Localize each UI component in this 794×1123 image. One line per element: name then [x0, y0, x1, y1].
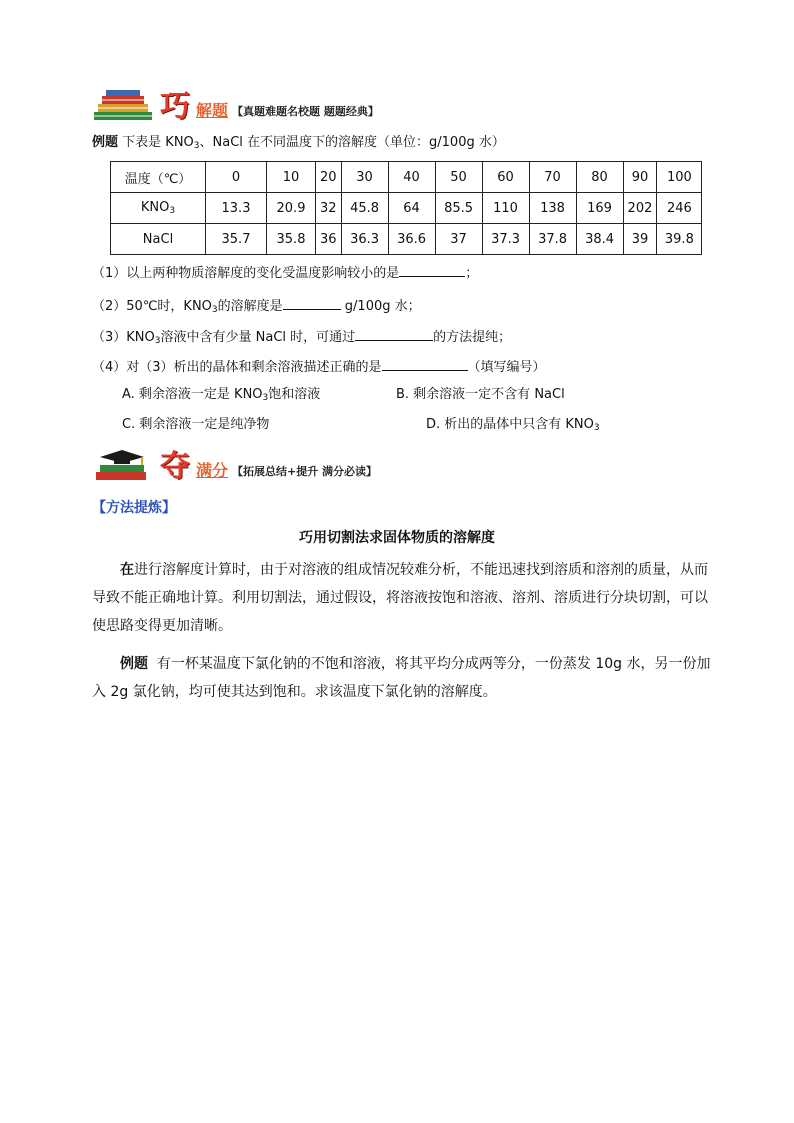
kno3-cell: 138	[529, 193, 576, 224]
temp-cell: 30	[341, 162, 388, 193]
kno3-cell: 64	[388, 193, 435, 224]
answer-blank	[355, 326, 433, 341]
question-1: （1）以上两种物质溶解度的变化受温度影响较小的是 ；	[92, 262, 478, 283]
banner-big-char: 巧	[160, 89, 190, 124]
temp-cell: 90	[623, 162, 657, 193]
solubility-table	[110, 161, 702, 255]
question-2: （2）50℃时，$KNO_3$的溶解度是 g/100g 水；	[92, 295, 421, 319]
nacl-cell: 37.3	[482, 224, 529, 255]
temp-cell: 0	[206, 162, 267, 193]
temp-cell: 60	[482, 162, 529, 193]
temp-cell: 50	[435, 162, 482, 193]
kno3-cell: 202	[623, 193, 657, 224]
kno3-cell: 246	[657, 193, 702, 224]
option-c: C. 剩余溶液一定是纯净物	[122, 417, 270, 432]
kno3-cell: 20.9	[267, 193, 316, 224]
books-logo-icon	[92, 88, 156, 122]
nacl-cell: 39	[623, 224, 657, 255]
kno3-cell: 169	[576, 193, 623, 224]
temp-cell: 80	[576, 162, 623, 193]
option-a: A. 剩余溶液一定是 $KNO_3$饱和溶液	[122, 387, 321, 403]
table-row	[111, 193, 702, 224]
kno3-cell: 45.8	[341, 193, 388, 224]
nacl-cell: 37.8	[529, 224, 576, 255]
banner-tag: 【拓展总结+提升 满分必读】	[232, 465, 378, 478]
banner-sub-title: 解题	[196, 101, 229, 120]
banner-tag: 【真题难题名校题 题题经典】	[232, 105, 379, 118]
table-row	[111, 224, 702, 255]
option-d: D. 析出的晶体中只含有 $KNO_3$	[426, 417, 600, 433]
section-banner-jieti	[92, 88, 379, 122]
nacl-cell: 37	[435, 224, 482, 255]
method-title: 巧用切割法求固体物质的溶解度	[299, 530, 495, 546]
table-header-label: 温度（℃）	[111, 162, 206, 193]
nacl-cell: 39.8	[657, 224, 702, 255]
method-example-label: 例题	[120, 656, 148, 672]
temp-cell: 100	[657, 162, 702, 193]
kno3-cell: 13.3	[206, 193, 267, 224]
kno3-cell: 32	[316, 193, 342, 224]
kno3-label: $KNO_3$	[111, 193, 206, 224]
graduation-cap-books-icon	[92, 448, 156, 482]
nacl-cell: 35.8	[267, 224, 316, 255]
section-banner-manfen	[92, 448, 377, 482]
example-intro-sub: 3	[193, 141, 200, 151]
method-paragraph: 在进行溶解度计算时，由于对溶液的组成情况较难分析，不能迅速找到溶质和溶剂的质量，从而导致不能正确地计算。利用切割法，通过假设，将溶液按饱和溶液、溶剂、溶质进行分块切割，可以使思路变得更加清晰。	[92, 562, 708, 634]
method-example: 例题 有一杯某温度下氯化钠的不饱和溶液，将其平均分成两等分，一份蒸发 10g 水，另一份加入 2g 氯化钠，均可使其达到饱和。求该温度下氯化钠的溶解度。	[92, 656, 711, 700]
answer-blank	[382, 356, 468, 371]
nacl-cell: 38.4	[576, 224, 623, 255]
temp-cell: 70	[529, 162, 576, 193]
temp-cell: 40	[388, 162, 435, 193]
table-row	[111, 162, 702, 193]
answer-blank	[283, 295, 341, 310]
nacl-cell: 36	[316, 224, 342, 255]
method-heading: 【方法提炼】	[92, 500, 176, 516]
example-intro-b: 、NaCl 在不同温度下的溶解度（单位：g/100g 水）	[199, 135, 505, 150]
answer-blank	[399, 262, 465, 277]
nacl-cell: 36.3	[341, 224, 388, 255]
example-intro	[92, 134, 505, 155]
option-b: B. 剩余溶液一定不含有 NaCl	[396, 387, 565, 402]
kno3-cell: 110	[482, 193, 529, 224]
question-4: （4）对（3）析出的晶体和剩余溶液描述正确的是 （填写编号）	[92, 356, 546, 377]
banner-big-char: 夺	[160, 449, 190, 484]
kno3-cell: 85.5	[435, 193, 482, 224]
banner-sub-title: 满分	[196, 461, 229, 480]
temp-cell: 20	[316, 162, 342, 193]
nacl-cell: 35.7	[206, 224, 267, 255]
question-3: $(3)KNO_3$溶液中含有少量 NaCl 时，可通过 的方法提纯；	[92, 326, 511, 350]
example-intro-a: 下表是 KNO	[122, 135, 194, 150]
nacl-label: NaCl	[111, 224, 206, 255]
example-label: 例题	[92, 135, 119, 150]
temp-cell: 10	[267, 162, 316, 193]
nacl-cell: 36.6	[388, 224, 435, 255]
